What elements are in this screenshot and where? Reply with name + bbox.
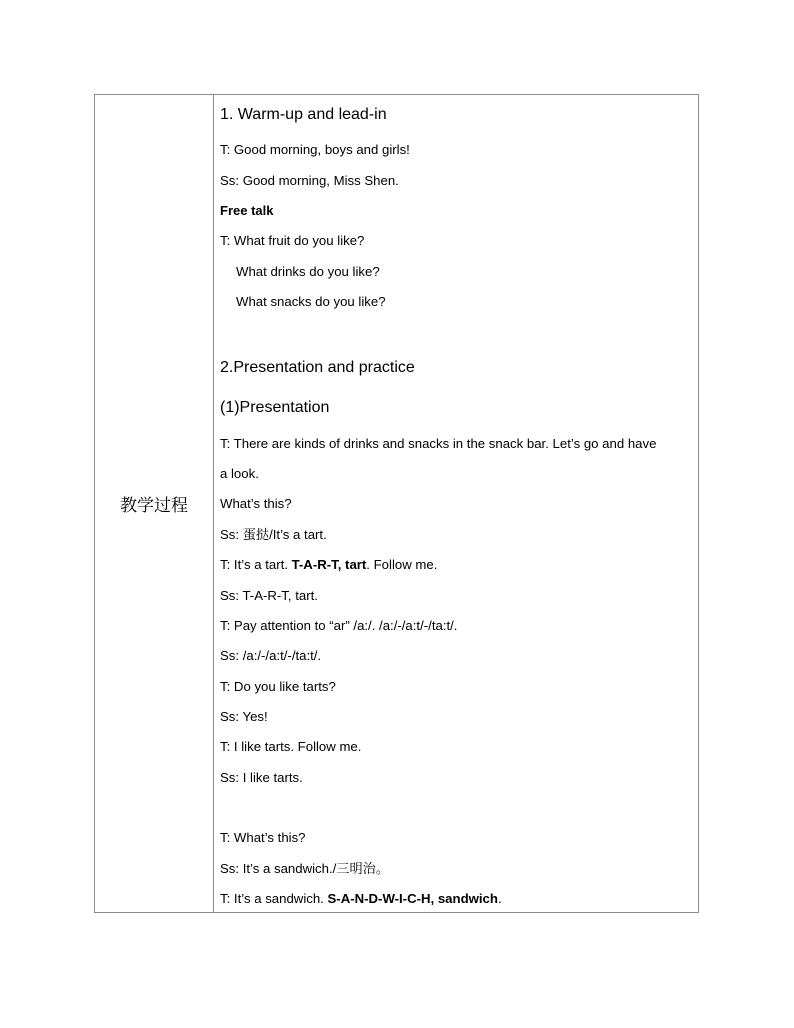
text-line: What drinks do you like? xyxy=(236,264,380,279)
text-line: Ss: Yes! xyxy=(220,709,268,724)
text-line: a look. xyxy=(220,466,259,481)
text-line: Ss: 蛋挞/It’s a tart. xyxy=(220,527,327,542)
text-line: T: Good morning, boys and girls! xyxy=(220,142,410,157)
text-line: Ss: I like tarts. xyxy=(220,770,303,785)
label-cell xyxy=(95,95,213,912)
text-line: Ss: It’s a sandwich./三明治。 xyxy=(220,861,390,876)
text-line xyxy=(220,890,502,908)
content-cell xyxy=(220,95,695,912)
text-line: T: There are kinds of drinks and snacks in the snack bar. Let’s go and have xyxy=(220,436,657,451)
text-segment: T: It’s a tart. xyxy=(220,557,292,572)
heading-presentation: (1)Presentation xyxy=(220,399,330,416)
text-line xyxy=(220,556,437,574)
heading-presentation-practice: 2.Presentation and practice xyxy=(220,359,415,376)
spelling-bold: T-A-R-T, tart xyxy=(291,557,367,572)
text-segment: T: It’s a sandwich. xyxy=(220,891,328,906)
text-line: T: Do you like tarts? xyxy=(220,679,336,694)
text-line: Ss: T-A-R-T, tart. xyxy=(220,588,318,603)
text-line: T: I like tarts. Follow me. xyxy=(220,739,362,754)
heading-warmup: 1. Warm-up and lead-in xyxy=(220,106,387,123)
spelling-bold: S-A-N-D-W-I-C-H, sandwich xyxy=(327,891,498,906)
subheading-free-talk: Free talk xyxy=(220,203,274,218)
text-line: T: Pay attention to “ar” /a:/. /a:/-/a:t/-/ta:t/. xyxy=(220,618,458,633)
text-line: What snacks do you like? xyxy=(236,294,386,309)
text-line: What’s this? xyxy=(220,496,292,511)
lesson-table xyxy=(94,94,699,913)
text-line: T: What’s this? xyxy=(220,830,306,845)
text-segment: . xyxy=(497,891,502,906)
text-line: T: What fruit do you like? xyxy=(220,233,365,248)
text-segment: . Follow me. xyxy=(366,557,438,572)
text-line: Ss: Good morning, Miss Shen. xyxy=(220,173,399,188)
column-divider xyxy=(213,95,214,912)
text-line: Ss: /a:/-/a:t/-/ta:t/. xyxy=(220,648,322,663)
section-label: 教学过程 xyxy=(120,496,188,516)
